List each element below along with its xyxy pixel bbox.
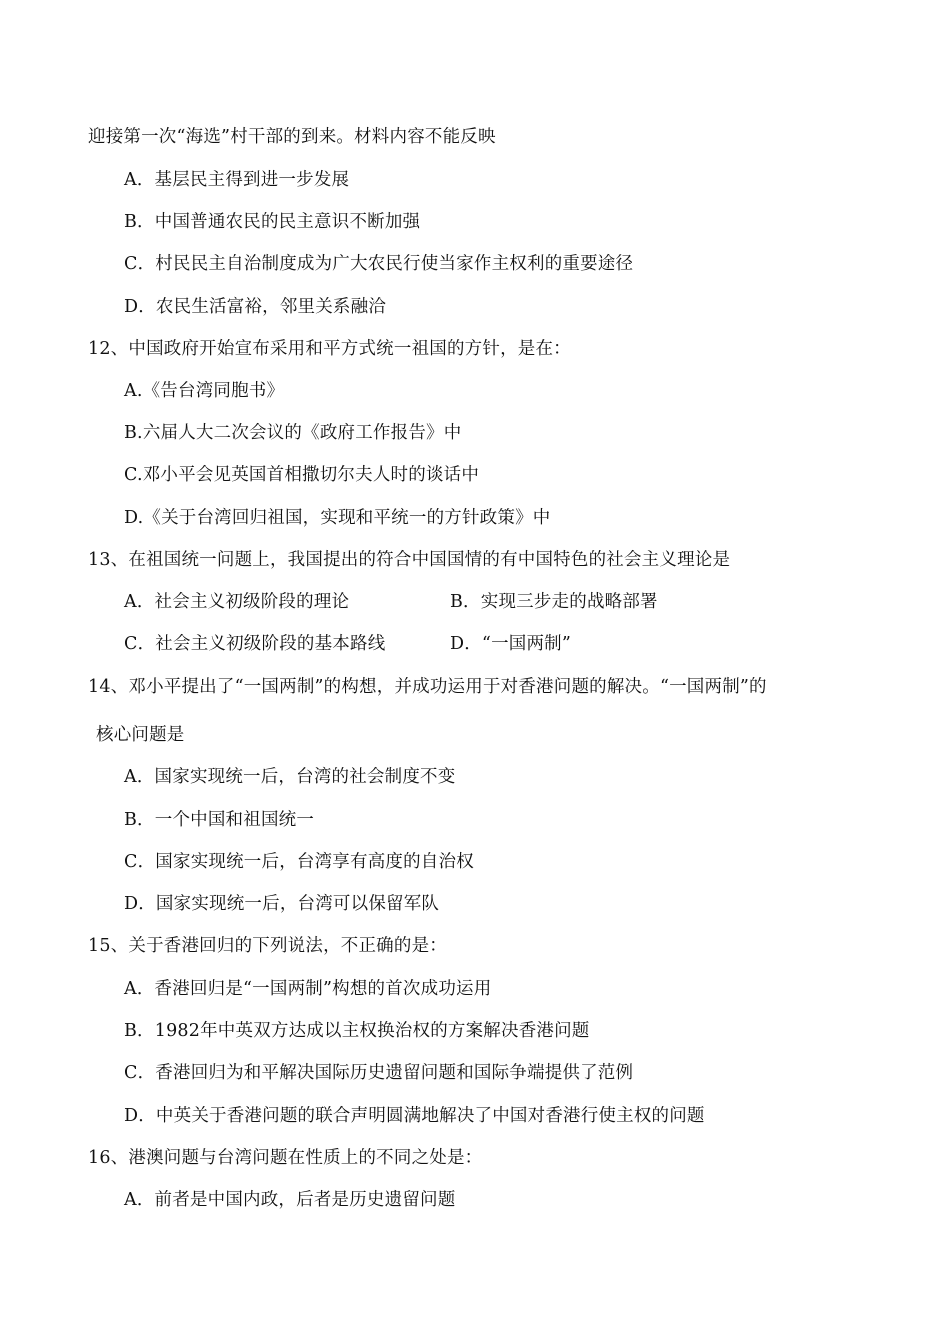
q11-option-b: B．中国普通农民的民主意识不断加强: [124, 212, 421, 232]
q13-option-d: D．“一国两制”: [450, 634, 572, 654]
q12-option-c: C.邓小平会见英国首相撒切尔夫人时的谈话中: [124, 465, 480, 485]
q12-option-d: D.《关于台湾回归祖国，实现和平统一的方针政策》中: [124, 508, 551, 528]
q14-option-c: C．国家实现统一后，台湾享有高度的自治权: [124, 852, 474, 872]
q16-stem: 16、港澳问题与台湾问题在性质上的不同之处是：: [88, 1148, 483, 1168]
q15-stem: 15、关于香港回归的下列说法，不正确的是：: [88, 936, 447, 956]
q11-option-c: C．村民民主自治制度成为广大农民行使当家作主权利的重要途径: [124, 254, 634, 274]
q13-option-b: B．实现三步走的战略部署: [450, 592, 658, 612]
q12-option-b: B.六届人大二次会议的《政府工作报告》中: [124, 423, 462, 443]
q15-option-d: D．中英关于香港问题的联合声明圆满地解决了中国对香港行使主权的问题: [124, 1106, 705, 1126]
q15-option-c: C．香港回归为和平解决国际历史遗留问题和国际争端提供了范例: [124, 1063, 634, 1083]
q12-option-a: A.《告台湾同胞书》: [124, 381, 285, 401]
q14-stem-line1: 14、邓小平提出了“一国两制”的构想，并成功运用于对香港问题的解决。“一国两制”的: [88, 677, 767, 697]
q16-option-a: A．前者是中国内政，后者是历史遗留问题: [124, 1190, 456, 1210]
q11-option-a: A．基层民主得到进一步发展: [124, 170, 350, 190]
q13-option-a: A．社会主义初级阶段的理论: [124, 592, 350, 612]
q14-option-b: B．一个中国和祖国统一: [124, 810, 315, 830]
q12-stem: 12、中国政府开始宣布采用和平方式统一祖国的方针，是在：: [88, 339, 571, 359]
q14-option-d: D．国家实现统一后，台湾可以保留军队: [124, 894, 440, 914]
q11-stem-tail: 迎接第一次“海选”村干部的到来。材料内容不能反映: [88, 127, 496, 147]
q13-option-c: C．社会主义初级阶段的基本路线: [124, 634, 386, 654]
q15-option-a: A．香港回归是“一国两制”构想的首次成功运用: [124, 979, 492, 999]
q15-option-b: B．1982年中英双方达成以主权换治权的方案解决香港问题: [124, 1021, 590, 1041]
q11-option-d: D．农民生活富裕，邻里关系融洽: [124, 297, 387, 317]
q14-stem-line2: 核心问题是: [96, 725, 185, 745]
q14-option-a: A．国家实现统一后，台湾的社会制度不变: [124, 767, 456, 787]
q13-stem: 13、在祖国统一问题上，我国提出的符合中国国情的有中国特色的社会主义理论是: [88, 550, 731, 570]
